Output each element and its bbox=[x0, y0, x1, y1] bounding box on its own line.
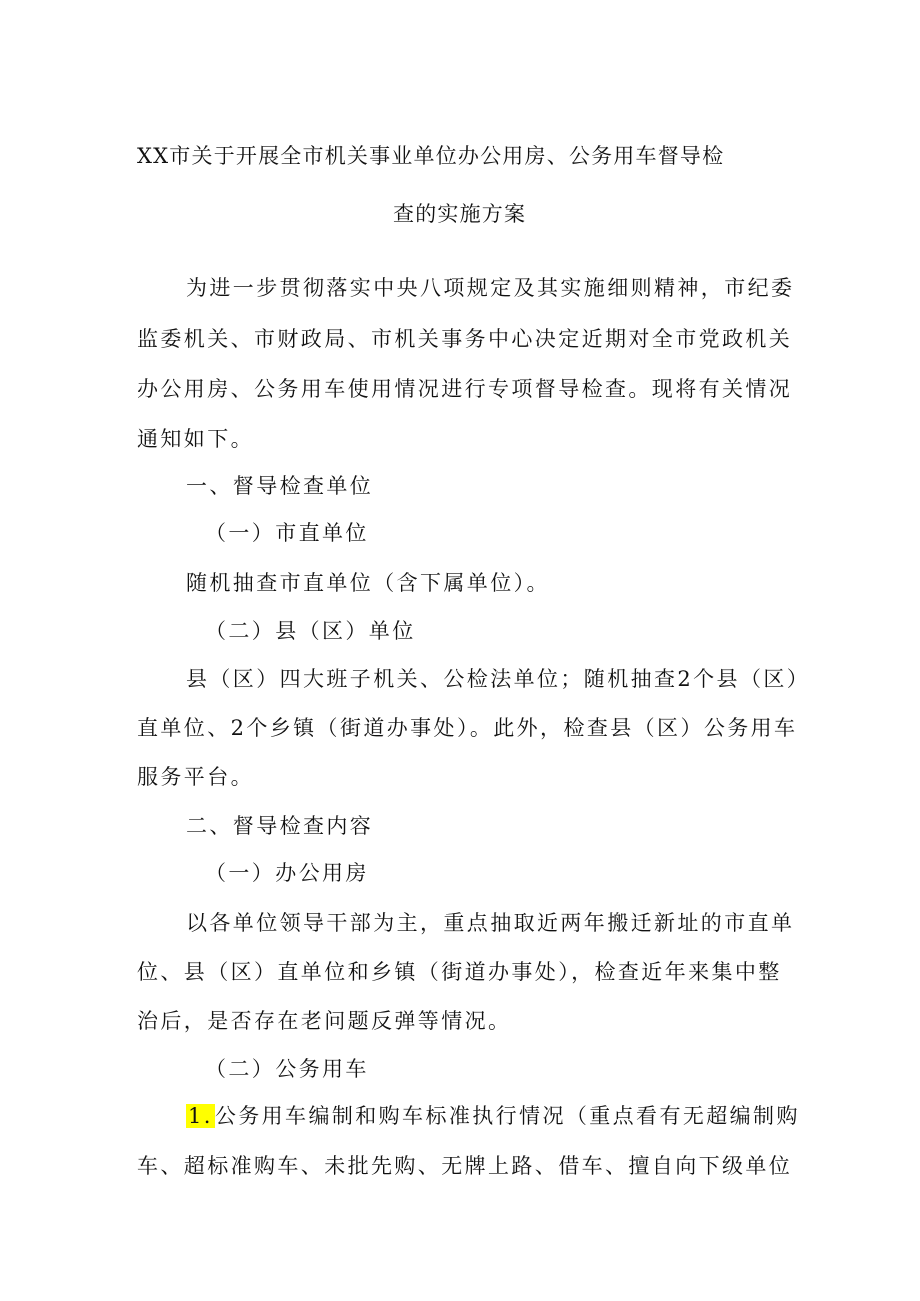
section-2-sub-1-heading: （一）办公用房 bbox=[205, 861, 369, 885]
section-1-sub-2-line-3: 服务平台。 bbox=[137, 765, 254, 789]
section-1-sub-2-line-2: 直单位、2个乡镇（街道办事处）。此外，检查县（区）公务用车 bbox=[137, 716, 798, 740]
section-1-heading: 一、督导检查单位 bbox=[186, 474, 374, 498]
section-1-sub-2-line-1: 县（区）四大班子机关、公检法单位；随机抽查2个县（区） bbox=[186, 667, 811, 691]
section-2-sub-2-item-1-line-1 bbox=[186, 1101, 800, 1131]
section-2-sub-1-line-3: 治后，是否存在老问题反弹等情况。 bbox=[137, 1009, 512, 1033]
section-1-sub-2-heading: （二）县（区）单位 bbox=[205, 619, 416, 643]
document-title-line-2: 查的实施方案 bbox=[393, 202, 527, 226]
section-1-sub-1-body: 随机抽查市直单位（含下属单位）。 bbox=[186, 571, 550, 595]
section-2-sub-1-line-2: 位、县（区）直单位和乡镇（街道办事处），检查近年来集中整 bbox=[137, 960, 782, 984]
section-2-sub-2-item-1-line-2: 车、超标准购车、未批先购、无牌上路、借车、擅自向下级单位 bbox=[137, 1154, 793, 1178]
intro-paragraph-line-3: 办公用房、公务用车使用情况进行专项督导检查。现将有关情况 bbox=[137, 377, 793, 401]
item-1-text: 公务用车编制和购车标准执行情况（重点看有无超编制购 bbox=[214, 1104, 800, 1128]
document-title-line-1: XX市关于开展全市机关事业单位办公用房、公务用车督导检 bbox=[137, 144, 725, 168]
section-1-sub-1-heading: （一）市直单位 bbox=[205, 521, 369, 545]
intro-paragraph-line-2: 监委机关、市财政局、市机关事务中心决定近期对全市党政机关 bbox=[137, 327, 793, 351]
highlighted-item-number: 1. bbox=[188, 1104, 213, 1128]
section-2-sub-1-line-1: 以各单位领导干部为主，重点抽取近两年搬迁新址的市直单 bbox=[186, 911, 795, 935]
section-2-heading: 二、督导检查内容 bbox=[186, 814, 374, 838]
intro-paragraph-line-4: 通知如下。 bbox=[137, 427, 254, 451]
intro-paragraph-line-1: 为进一步贯彻落实中央八项规定及其实施细则精神，市纪委 bbox=[186, 276, 795, 300]
section-2-sub-2-heading: （二）公务用车 bbox=[205, 1057, 369, 1081]
